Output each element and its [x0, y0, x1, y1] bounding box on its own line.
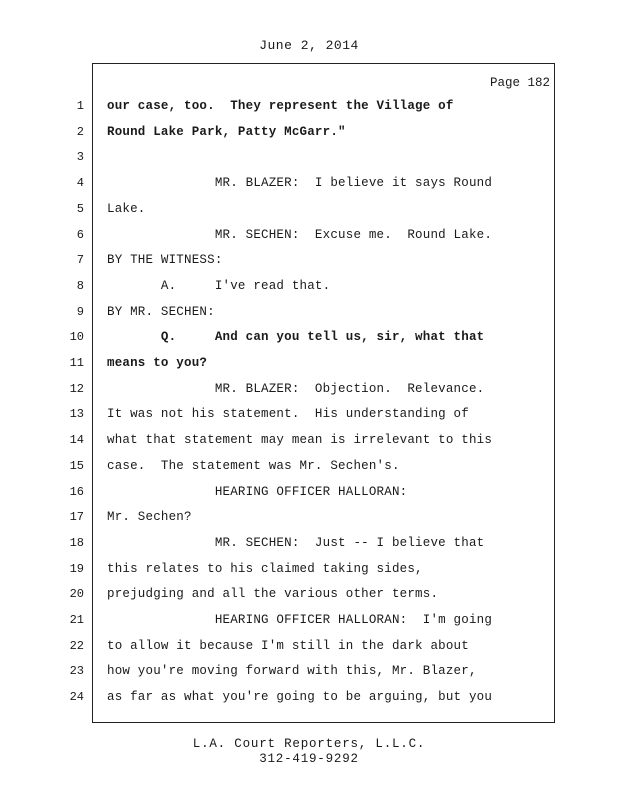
line-number: 2 [76, 124, 84, 139]
line-text: It was not his statement. His understanding of [107, 407, 469, 422]
line-number: 24 [69, 690, 84, 705]
footer-company: L.A. Court Reporters, L.L.C. [192, 737, 426, 751]
line-text: Q. And can you tell us, sir, what that [107, 330, 485, 345]
line-number: 15 [69, 458, 84, 473]
transcript-line [0, 407, 618, 427]
line-number: 18 [69, 535, 84, 550]
transcript-line [0, 664, 618, 684]
line-number: 10 [69, 330, 84, 345]
line-number: 19 [69, 561, 84, 576]
transcript-line [0, 279, 618, 299]
line-number: 21 [69, 613, 84, 627]
line-text: this relates to his claimed taking sides, [107, 561, 423, 576]
page-number: Page 182 [489, 76, 550, 90]
line-text: BY THE WITNESS: [107, 253, 223, 268]
transcript-line [0, 330, 618, 350]
line-text: MR. SECHEN: Excuse me. Round Lake. [107, 227, 493, 242]
line-text: Mr. Sechen? [107, 510, 192, 525]
transcript-line [0, 228, 618, 248]
transcript-line [0, 202, 618, 222]
line-number: 17 [69, 510, 84, 525]
line-text: what that statement may mean is irrelevant to this [107, 433, 493, 448]
header-date: June 2, 2014 [259, 38, 359, 53]
line-number: 13 [69, 407, 84, 422]
line-number: 22 [69, 638, 84, 653]
line-text: prejudging and all the various other terms. [107, 587, 439, 602]
line-number: 11 [69, 356, 84, 370]
line-number: 16 [69, 484, 84, 499]
line-text: MR. BLAZER: I believe it says Round [107, 176, 493, 191]
transcript-line [0, 356, 618, 376]
line-number: 23 [69, 664, 84, 679]
line-text: Round Lake Park, Patty McGarr." [107, 124, 346, 139]
line-text: HEARING OFFICER HALLORAN: [107, 484, 408, 499]
line-number: 6 [76, 227, 84, 242]
line-text: to allow it because I'm still in the dark about [107, 638, 469, 653]
transcript-line [0, 613, 618, 633]
transcript-line [0, 639, 618, 659]
line-text: MR. BLAZER: Objection. Relevance. [107, 381, 485, 396]
transcript-line [0, 99, 618, 119]
transcript-line [0, 150, 618, 170]
line-text: means to you? [107, 356, 208, 370]
transcript-line [0, 382, 618, 402]
line-number: 1 [76, 99, 84, 113]
footer-phone: 312-419-9292 [259, 752, 359, 766]
transcript-line [0, 125, 618, 145]
line-text: Lake. [107, 201, 146, 216]
line-number: 7 [76, 253, 84, 268]
line-number: 5 [76, 201, 84, 216]
transcript-line [0, 536, 618, 556]
transcript-line [0, 485, 618, 505]
line-number: 14 [69, 433, 84, 448]
line-text: MR. SECHEN: Just -- I believe that [107, 535, 485, 550]
transcript-line [0, 305, 618, 325]
line-number: 9 [76, 304, 84, 319]
line-number: 8 [76, 278, 84, 293]
transcript-line [0, 433, 618, 453]
line-text: how you're moving forward with this, Mr. Blazer, [107, 664, 477, 679]
transcript-line [0, 562, 618, 582]
line-text: as far as what you're going to be arguing, but you [107, 690, 493, 705]
line-text: A. I've read that. [107, 278, 331, 293]
transcript-line [0, 176, 618, 196]
transcript-line [0, 510, 618, 530]
line-text: BY MR. SECHEN: [107, 304, 215, 319]
line-text: our case, too. They represent the Village of [107, 99, 454, 113]
line-number: 12 [69, 381, 84, 396]
line-number: 20 [69, 587, 84, 602]
line-number: 4 [76, 176, 84, 191]
line-number: 3 [76, 150, 84, 165]
line-text: HEARING OFFICER HALLORAN: I'm going [107, 613, 493, 627]
line-text: case. The statement was Mr. Sechen's. [107, 458, 400, 473]
transcript-line [0, 587, 618, 607]
transcript-line [0, 253, 618, 273]
transcript-line [0, 459, 618, 479]
transcript-line [0, 690, 618, 710]
